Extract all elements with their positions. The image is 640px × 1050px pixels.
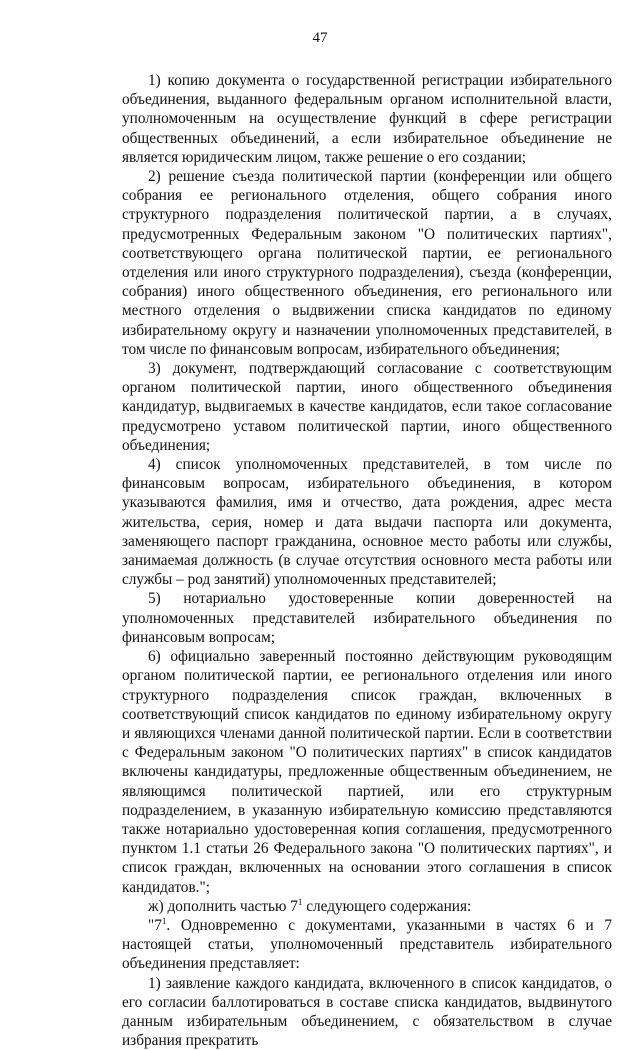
paragraph-item-4: 4) список уполномоченных представителей, в том числе по финансовым вопросам, избирательного объединения, в котором указываются фамилия, имя и отчество, дата рождения, адрес места жительства, серия, номер и дата выдачи паспорта или документа, заменяющего паспорт гражданина, основное место работы или службы, занимаемая должность (в случае отсутствия основного места работы или службы – род занятий) уполномоченных представителей; (122, 456, 612, 589)
paragraph-item-6: 6) официально заверенный постоянно действующим руководящим органом политической партии, ее регионального отделения или иного структурного подразделения список граждан, включенных в соответствующий список кандидатов по единому избирательному округу и являющихся членами данной политической партии. Если в соответствии с Федеральным законом "О политических партиях" в список кандидатов включены кандидатуры, предложенные общественным объединением, не являющимся политической партией, или его структурным подразделением, в указанную избирательную комиссию представляются также нотариально удостоверенная копия соглашения, предусмотренного пунктом 1.1 статьи 26 Федерального закона "О политических партиях", и список граждан, включенных на основании этого соглашения в список кандидатов."; (122, 648, 612, 896)
page-number: 47 (312, 30, 328, 46)
paragraph-item-5: 5) нотариально удостоверенные копии доверенностей на уполномоченных представителей избирательного объединения по финансовым вопросам; (122, 590, 612, 646)
amendment-suffix: следующего содержания: (302, 897, 472, 915)
amendment-prefix: ж) дополнить частью 7 (148, 897, 298, 915)
amendment-line (122, 897, 612, 916)
new-part-prefix: "7 (148, 916, 162, 934)
amendment-superscript: 1 (297, 896, 303, 907)
new-part-superscript: 1 (161, 915, 167, 926)
document-body (122, 71, 612, 1050)
paragraph-item-2: 2) решение съезда политической партии (конференции или общего собрания ее регионального отделения, общего собрания иного структурного подразделения политической партии, а в случаях, предусмотренных Федеральным законом "О политических партиях", соответствующего органа политической партии, ее регионального отделения или иного структурного подразделения), съезда (конференции, собрания) иного общественного объединения, его регионального или местного отделения о выдвижении списка кандидатов по единому избирательному округу и назначении уполномоченных представителей, в том числе по финансовым вопросам, избирательного объединения; (122, 168, 612, 358)
final-paragraph: 1) заявление каждого кандидата, включенного в список кандидатов, о его согласии баллотироваться в составе списка кандидатов, выдвинутого данным избирательным объединением, с обязательством в случае избрания прекратить (122, 974, 612, 1050)
new-part-paragraph (122, 916, 612, 974)
paragraph-item-3: 3) документ, подтверждающий согласование с соответствующим органом политической партии, иного общественного объединения кандидатур, выдвигаемых в качестве кандидатов, если такое согласование предусмотрено уставом политической партии, иного общественного объединения; (122, 360, 612, 454)
new-part-suffix: . Одновременно с документами, указанными в частях 6 и 7 настоящей статьи, уполномоченный представитель избирательного объединения представляет: (122, 916, 612, 973)
paragraph-item-1: 1) копию документа о государственной регистрации избирательного объединения, выданного федеральным органом исполнительной власти, уполномоченным на осуществление функций в сфере регистрации общественных объединений, а если избирательное объединение не является юридическим лицом, также решение о его создании; (122, 72, 612, 166)
